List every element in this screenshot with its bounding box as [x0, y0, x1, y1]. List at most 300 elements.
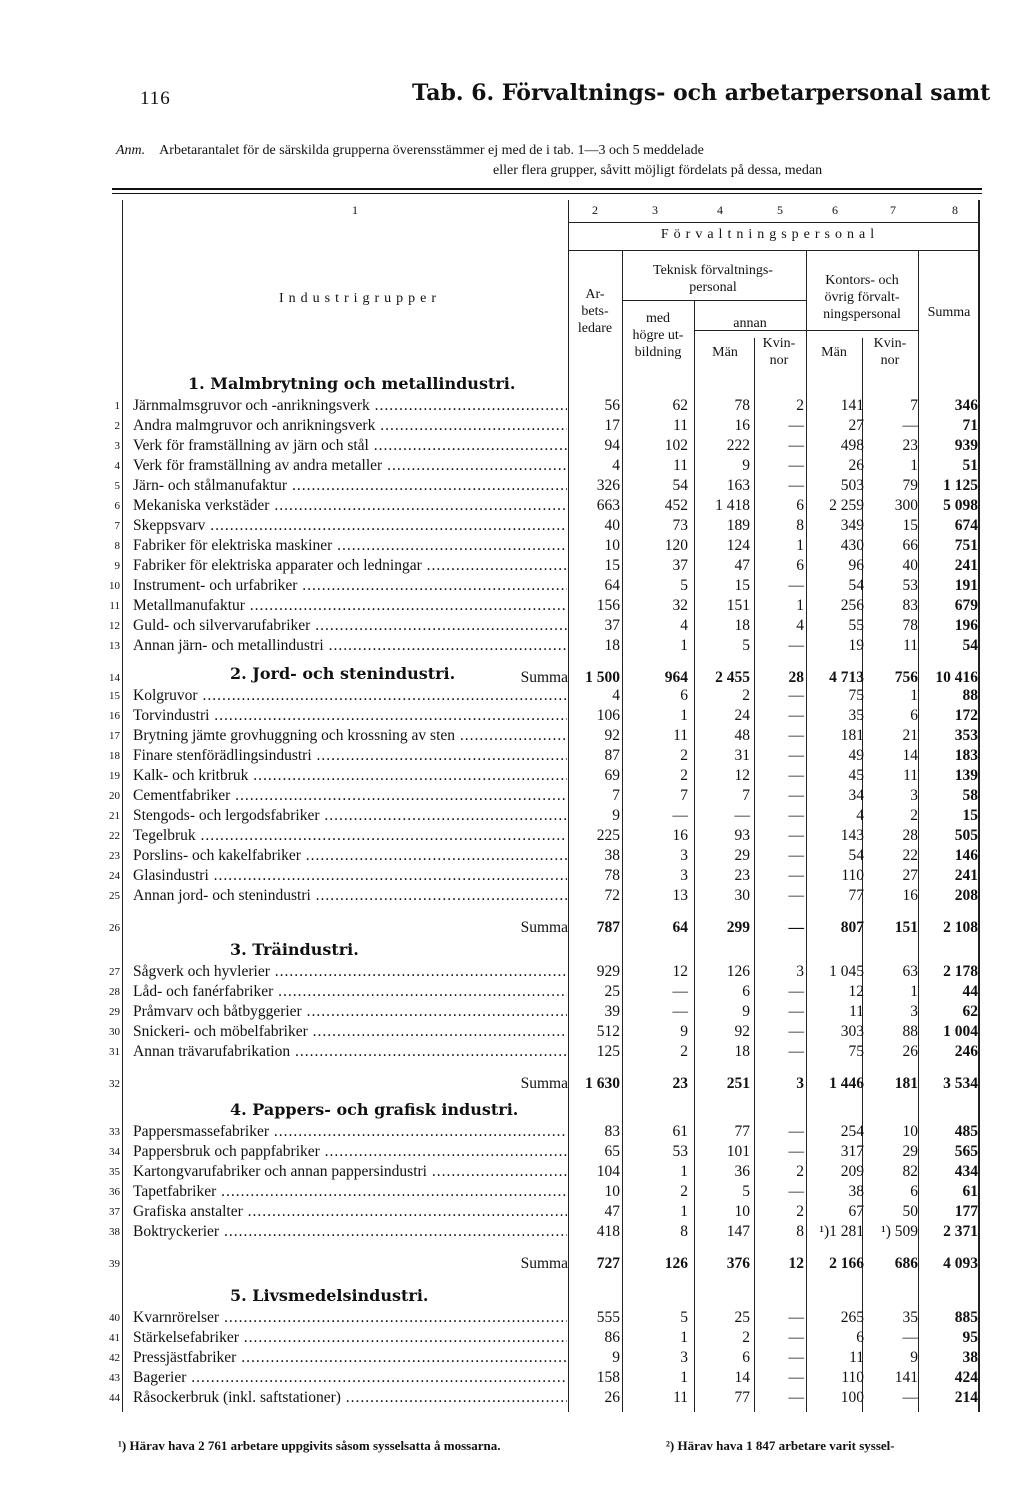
col-number-3: 3 — [652, 203, 658, 217]
row-number: 41 — [109, 1332, 120, 1344]
cell-value: 156 — [596, 597, 620, 614]
cell-value: 79 — [902, 477, 918, 494]
cell-value: 9 — [612, 1349, 620, 1366]
cell-value: 265 — [840, 1309, 864, 1326]
cell-value: 485 — [954, 1123, 978, 1140]
cell-value: 8 — [796, 1223, 804, 1240]
cell-value: 498 — [840, 437, 864, 454]
cell-value: 151 — [726, 597, 750, 614]
cell-value: 63 — [902, 963, 918, 980]
cell-value: 6 — [910, 1183, 918, 1200]
cell-value: 191 — [954, 577, 978, 594]
cell-value: 1 — [680, 637, 688, 654]
cell-value: 555 — [596, 1309, 620, 1326]
row-number: 42 — [109, 1352, 120, 1364]
cell-value: 9 — [742, 1003, 750, 1020]
table-row — [0, 496, 1024, 516]
cell-value: 434 — [954, 1163, 978, 1180]
row-number: 31 — [109, 1046, 120, 1058]
row-label: Porslins- och kakelfabriker ..... — [133, 846, 567, 866]
cell-value: 1 004 — [943, 1023, 978, 1040]
cell-value: 300 — [894, 497, 918, 514]
col-number-8: 8 — [952, 203, 958, 217]
cell-value: 14 — [902, 747, 918, 764]
summa-value: 181 — [894, 1075, 918, 1092]
header-teknisk-1: Teknisk förvaltnings- — [653, 263, 773, 278]
table-row — [0, 456, 1024, 476]
cell-value: 10 — [604, 1183, 620, 1200]
cell-value: 885 — [954, 1309, 978, 1326]
cell-value: 177 — [954, 1203, 978, 1220]
cell-value: 505 — [954, 827, 978, 844]
cell-value: 65 — [604, 1143, 620, 1160]
cell-value: 14 — [734, 1369, 750, 1386]
cell-value: 15 — [962, 807, 978, 824]
row-label: Pappersbruk och pappfabriker ..... — [133, 1142, 567, 1162]
row-label: Pråmvarv och båtbyggerier ..... — [133, 1002, 567, 1022]
cell-value: 10 — [902, 1123, 918, 1140]
summa-value: 1 446 — [829, 1075, 864, 1092]
cell-value: 158 — [596, 1369, 620, 1386]
cell-value: 83 — [902, 597, 918, 614]
cell-value: 2 — [680, 767, 688, 784]
cell-value: 62 — [962, 1003, 978, 1020]
cell-value: 47 — [734, 557, 750, 574]
row-number: 19 — [109, 770, 120, 782]
summa-value: 28 — [788, 669, 804, 686]
cell-value: — — [788, 1329, 804, 1346]
cell-value: 6 — [910, 707, 918, 724]
cell-value: 50 — [902, 1203, 918, 1220]
cell-value: 73 — [672, 517, 688, 534]
header-man-2: Män — [821, 345, 847, 360]
grid-hline — [568, 250, 978, 251]
cell-value: 8 — [796, 517, 804, 534]
section-title: 3. Träindustri. — [230, 940, 359, 959]
row-label: Skeppsvarv ..... — [133, 516, 567, 536]
grid-hline — [568, 222, 978, 223]
cell-value: 4 — [680, 617, 688, 634]
cell-value: 47 — [604, 1203, 620, 1220]
row-label: Tapetfabriker ..... — [133, 1182, 567, 1202]
table-row — [0, 1328, 1024, 1348]
cell-value: 28 — [902, 827, 918, 844]
cell-value: 44 — [962, 983, 978, 1000]
cell-value: 2 — [742, 1329, 750, 1346]
top-rule-thin — [112, 193, 982, 194]
cell-value: 22 — [902, 847, 918, 864]
row-label: Annan jord- och stenindustri ..... — [133, 886, 567, 906]
header-man-1: Män — [712, 345, 738, 360]
table-row — [0, 616, 1024, 636]
header-kontors-1: Kontors- och — [825, 273, 899, 288]
cell-value: 7 — [742, 787, 750, 804]
summa-value: 2 108 — [943, 919, 978, 936]
row-label: Pressjästfabriker ..... — [133, 1348, 567, 1368]
cell-value: 9 — [680, 1023, 688, 1040]
table-row — [0, 1002, 1024, 1022]
cell-value: 346 — [954, 397, 978, 414]
row-number: 22 — [109, 830, 120, 842]
header-kontors-3: ningspersonal — [823, 307, 901, 322]
cell-value: 61 — [962, 1183, 978, 1200]
row-number: 24 — [109, 870, 120, 882]
cell-value: 512 — [596, 1023, 620, 1040]
cell-value: 3 — [910, 787, 918, 804]
cell-value: — — [902, 1329, 918, 1346]
cell-value: 11 — [673, 1389, 688, 1406]
cell-value: 71 — [962, 417, 978, 434]
cell-value: 2 — [796, 397, 804, 414]
cell-value: 10 — [734, 1203, 750, 1220]
summa-value: 756 — [894, 669, 918, 686]
cell-value: 54 — [962, 637, 978, 654]
header-arbetsledare-3: ledare — [577, 321, 613, 336]
row-number: 28 — [109, 986, 120, 998]
cell-value: 3 — [680, 847, 688, 864]
cell-value: 53 — [672, 1143, 688, 1160]
cell-value: 181 — [840, 727, 864, 744]
cell-value: 49 — [848, 747, 864, 764]
cell-value: 18 — [734, 617, 750, 634]
row-number: 43 — [109, 1372, 120, 1384]
note-label: Anm. — [116, 143, 146, 158]
table-row — [0, 1308, 1024, 1328]
cell-value: 19 — [848, 637, 864, 654]
cell-value: 48 — [734, 727, 750, 744]
cell-value: 2 — [796, 1203, 804, 1220]
cell-value: 5 098 — [943, 497, 978, 514]
row-number: 29 — [109, 1006, 120, 1018]
row-label: Torvindustri ..... — [133, 706, 567, 726]
cell-value: 36 — [734, 1163, 750, 1180]
cell-value: 11 — [903, 767, 918, 784]
table-row — [0, 556, 1024, 576]
cell-value: 1 125 — [943, 477, 978, 494]
note-line-2: eller flera grupper, såvitt möjligt fördelats på dessa, medan — [493, 163, 823, 178]
cell-value: 40 — [604, 517, 620, 534]
table-row — [0, 1122, 1024, 1142]
top-rule — [112, 188, 982, 190]
cell-value: ¹)1 281 — [819, 1223, 864, 1240]
cell-value: 1 418 — [715, 497, 750, 514]
cell-value: 189 — [726, 517, 750, 534]
cell-value: 26 — [604, 1389, 620, 1406]
cell-value: 565 — [954, 1143, 978, 1160]
row-number: 9 — [114, 560, 120, 572]
row-label: Järn- och stålmanufaktur ..... — [133, 476, 567, 496]
header-kvin-2b: nor — [880, 353, 900, 368]
cell-value: 75 — [848, 687, 864, 704]
row-number: 23 — [109, 850, 120, 862]
row-label: Mekaniska verkstäder ..... — [133, 496, 567, 516]
cell-value: 31 — [734, 747, 750, 764]
cell-value: 141 — [894, 1369, 918, 1386]
cell-value: 12 — [672, 963, 688, 980]
cell-value: 18 — [604, 637, 620, 654]
cell-value: — — [902, 417, 918, 434]
cell-value: 21 — [902, 727, 918, 744]
cell-value: — — [788, 827, 804, 844]
table-row — [0, 476, 1024, 496]
col-number-7: 7 — [890, 203, 896, 217]
cell-value: 3 — [680, 867, 688, 884]
cell-value: 5 — [742, 637, 750, 654]
cell-value: 222 — [726, 437, 750, 454]
row-label: Verk för framställning av järn och stål ..... — [133, 436, 567, 456]
table-row — [0, 596, 1024, 616]
cell-value: 66 — [902, 537, 918, 554]
note-line-1 — [116, 143, 704, 159]
cell-value: 125 — [596, 1043, 620, 1060]
cell-value: 16 — [902, 887, 918, 904]
cell-value: 54 — [848, 577, 864, 594]
cell-value: 15 — [902, 517, 918, 534]
section-title: 2. Jord- och stenindustri. — [230, 664, 456, 683]
row-label: Råsockerbruk (inkl. saftstationer) ..... — [133, 1388, 567, 1408]
row-label: Snickeri- och möbelfabriker ..... — [133, 1022, 567, 1042]
cell-value: 2 178 — [943, 963, 978, 980]
header-kvin-1b: nor — [769, 353, 789, 368]
table-row — [0, 1222, 1024, 1242]
row-number: 4 — [114, 460, 120, 472]
row-label: Verk för framställning av andra metaller ..... — [133, 456, 567, 476]
cell-value: 93 — [734, 827, 750, 844]
cell-value: ¹) 509 — [881, 1223, 918, 1240]
cell-value: 663 — [596, 497, 620, 514]
cell-value: 25 — [604, 983, 620, 1000]
cell-value: — — [788, 787, 804, 804]
row-number: 25 — [109, 890, 120, 902]
note-text-1: Arbetarantalet för de särskilda grupperna överensstämmer ej med de i tab. 1—3 och 5 meddelade — [159, 143, 704, 158]
table-row — [0, 826, 1024, 846]
table-row — [0, 1368, 1024, 1388]
cell-value: — — [788, 1349, 804, 1366]
header-arbetsledare-1: Ar- — [585, 287, 605, 302]
cell-value: 100 — [840, 1389, 864, 1406]
cell-value: 35 — [848, 707, 864, 724]
col-number-1: 1 — [352, 203, 358, 217]
cell-value: 11 — [673, 457, 688, 474]
cell-value: 12 — [734, 767, 750, 784]
cell-value: 29 — [902, 1143, 918, 1160]
cell-value: 424 — [954, 1369, 978, 1386]
cell-value: 143 — [840, 827, 864, 844]
cell-value: 110 — [841, 1369, 864, 1386]
cell-value: 225 — [596, 827, 620, 844]
cell-value: 929 — [596, 963, 620, 980]
header-med-1: med — [645, 311, 671, 326]
cell-value: 503 — [840, 477, 864, 494]
cell-value: 2 — [680, 1183, 688, 1200]
table-row — [0, 1022, 1024, 1042]
summa-label: Summa — [520, 1075, 568, 1092]
cell-value: 30 — [734, 887, 750, 904]
row-number: 38 — [109, 1226, 120, 1238]
cell-value: 7 — [612, 787, 620, 804]
cell-value: 5 — [680, 1309, 688, 1326]
cell-value: 6 — [796, 557, 804, 574]
summa-value: 4 713 — [829, 669, 864, 686]
table-row — [0, 746, 1024, 766]
cell-value: 147 — [726, 1223, 750, 1240]
cell-value: 4 — [856, 807, 864, 824]
cell-value: 241 — [954, 867, 978, 884]
cell-value: 3 — [796, 963, 804, 980]
cell-value: 94 — [604, 437, 620, 454]
cell-value: 2 — [680, 747, 688, 764]
cell-value: 172 — [954, 707, 978, 724]
header-med-2: högre ut- — [632, 328, 684, 343]
cell-value: 1 — [796, 537, 804, 554]
table-row — [0, 706, 1024, 726]
summa-value: 23 — [672, 1075, 688, 1092]
row-number: 26 — [109, 922, 120, 934]
row-number: 37 — [109, 1206, 120, 1218]
cell-value: 2 259 — [829, 497, 864, 514]
cell-value: 2 — [742, 687, 750, 704]
cell-value: 12 — [848, 983, 864, 1000]
footnote-2: ²) Härav hava 1 847 arbetare varit syssel- — [666, 1438, 895, 1453]
cell-value: 23 — [902, 437, 918, 454]
row-label: Finare stenförädlingsindustri ..... — [133, 746, 567, 766]
summa-value: 151 — [894, 919, 918, 936]
header-kvinnor-2 — [862, 335, 918, 369]
cell-value: 15 — [734, 577, 750, 594]
header-kontors-2: övrig förvalt- — [824, 290, 900, 305]
cell-value: — — [788, 457, 804, 474]
summa-value: 807 — [840, 919, 864, 936]
cell-value: 78 — [734, 397, 750, 414]
cell-value: 34 — [848, 787, 864, 804]
cell-value: 183 — [954, 747, 978, 764]
row-number: 13 — [109, 640, 120, 652]
summa-value: 299 — [726, 919, 750, 936]
row-number: 35 — [109, 1166, 120, 1178]
header-teknisk — [622, 262, 804, 296]
row-label: Kvarnrörelser ..... — [133, 1308, 567, 1328]
cell-value: 2 371 — [943, 1223, 978, 1240]
cell-value: 126 — [726, 963, 750, 980]
table-row — [0, 766, 1024, 786]
summa-row — [0, 1074, 1024, 1094]
cell-value: 4 — [612, 457, 620, 474]
row-number: 3 — [114, 440, 120, 452]
cell-value: — — [788, 807, 804, 824]
row-label: Andra malmgruvor och anrikningsverk ..... — [133, 416, 567, 436]
row-number: 7 — [114, 520, 120, 532]
cell-value: 4 — [796, 617, 804, 634]
cell-value: 106 — [596, 707, 620, 724]
row-label: Stärkelsefabriker ..... — [133, 1328, 567, 1348]
summa-value: 64 — [672, 919, 688, 936]
row-label: Fabriker för elektriska maskiner ..... — [133, 536, 567, 556]
cell-value: 38 — [604, 847, 620, 864]
cell-value: 54 — [848, 847, 864, 864]
cell-value: — — [788, 1003, 804, 1020]
row-number: 18 — [109, 750, 120, 762]
row-label: Cementfabriker ..... — [133, 786, 567, 806]
cell-value: 146 — [954, 847, 978, 864]
summa-value: 2 166 — [829, 1255, 864, 1272]
cell-value: 54 — [672, 477, 688, 494]
table-row — [0, 416, 1024, 436]
table-row — [0, 1182, 1024, 1202]
cell-value: 6 — [680, 687, 688, 704]
cell-value: 82 — [902, 1163, 918, 1180]
cell-value: — — [788, 477, 804, 494]
row-label: Låd- och fanérfabriker ..... — [133, 982, 567, 1002]
section-title: 5. Livsmedelsindustri. — [230, 1286, 429, 1305]
cell-value: 141 — [840, 397, 864, 414]
cell-value: 303 — [840, 1023, 864, 1040]
cell-value: 209 — [840, 1163, 864, 1180]
table-row — [0, 866, 1024, 886]
cell-value: 241 — [954, 557, 978, 574]
header-arbetsledare-2: bets- — [581, 304, 609, 319]
cell-value: 7 — [680, 787, 688, 804]
header-kontors — [806, 272, 918, 323]
table-row — [0, 636, 1024, 656]
header-arbetsledare — [566, 286, 624, 337]
table-row — [0, 436, 1024, 456]
cell-value: 214 — [954, 1389, 978, 1406]
table-row — [0, 536, 1024, 556]
cell-value: 6 — [856, 1329, 864, 1346]
cell-value: 1 — [680, 1203, 688, 1220]
cell-value: 11 — [849, 1003, 864, 1020]
cell-value: 5 — [680, 577, 688, 594]
header-annan: annan — [733, 316, 767, 331]
cell-value: — — [788, 1023, 804, 1040]
summa-row — [0, 918, 1024, 938]
cell-value: 27 — [902, 867, 918, 884]
summa-value: 126 — [664, 1255, 688, 1272]
cell-value: — — [672, 1003, 688, 1020]
table-row — [0, 686, 1024, 706]
summa-label: Summa — [520, 1255, 568, 1272]
row-label: Guld- och silvervarufabriker ..... — [133, 616, 567, 636]
row-label: Kalk- och kritbruk ..... — [133, 766, 567, 786]
row-number: 32 — [109, 1078, 120, 1090]
cell-value: 6 — [742, 1349, 750, 1366]
summa-value: 2 455 — [715, 669, 750, 686]
cell-value: 86 — [604, 1329, 620, 1346]
cell-value: — — [902, 1389, 918, 1406]
row-number: 15 — [109, 690, 120, 702]
row-label: Järnmalmsgruvor och -anrikningsverk ..... — [133, 396, 567, 416]
cell-value: 38 — [848, 1183, 864, 1200]
grid-hline — [806, 330, 918, 331]
cell-value: — — [788, 727, 804, 744]
cell-value: 16 — [672, 827, 688, 844]
cell-value: — — [788, 867, 804, 884]
cell-value: 208 — [954, 887, 978, 904]
cell-value: 77 — [734, 1123, 750, 1140]
cell-value: 751 — [954, 537, 978, 554]
cell-value: 1 — [680, 707, 688, 724]
cell-value: 418 — [596, 1223, 620, 1240]
table-row — [0, 982, 1024, 1002]
cell-value: 1 — [910, 983, 918, 1000]
row-label: Instrument- och urfabriker ..... — [133, 576, 567, 596]
cell-value: — — [788, 1043, 804, 1060]
cell-value: 67 — [848, 1203, 864, 1220]
table-row — [0, 786, 1024, 806]
row-number: 30 — [109, 1026, 120, 1038]
cell-value: 38 — [962, 1349, 978, 1366]
cell-value: 1 — [680, 1369, 688, 1386]
